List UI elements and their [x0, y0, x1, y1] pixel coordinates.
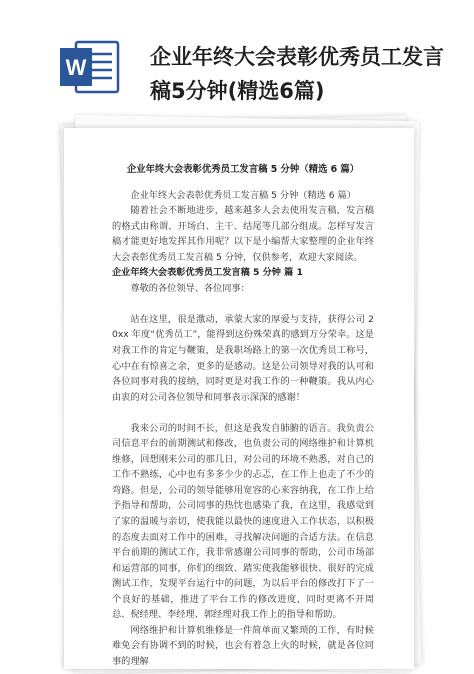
body-paragraph-1: 站在这里，很是激动，承蒙大家的厚爱与支持，获得公司 20xx 年度“优秀员工”，能得到这份殊荣真的感到万分荣幸。这是对我工作的肯定与鞭策，是我职场路上的第一次优秀员工称号，心中在有惊喜之余，更多的是感动。这是公司领导对我的认可和各位同事对我的接纳，同时更是对我工作的一种鞭策。我从内心由衷的对公司各位领导和同事表示深深的感谢！ [112, 313, 374, 403]
word-document-icon [60, 40, 120, 94]
document-title: 企业年终大会表彰优秀员工发言稿 5 分钟（精选 6 篇） [126, 164, 360, 175]
blank-line [112, 405, 374, 421]
intro-paragraph: 随着社会不断地进步，越来越多人会去使用发言稿，发言稿的格式由称谓、开场白、主干、结尾等几部分组成。怎样写发言稿才能更好地发挥其作用呢？以下是小编帮大家整理的企业年终大会表彰优秀员工发言稿 5 分钟，仅供参考，欢迎大家阅读。 [112, 205, 374, 263]
body-paragraph-2: 我来公司的时间不长，但这是我发自肺腑的语言。我负责公司信息平台的前期测试和修改，也负责公司的网络维护和计算机维修，回想刚来公司的那几日，对公司的环境不熟悉，对自己的工作不熟练，心中也有多多少少的忐忑，在工作上也走了不少的弯路。但是，公司的领导能够用宽容的心来容纳我，在工作上给予指导和帮助，公司同事的热忱也感染了我，在这里，我感觉到了家的温暖与亲切，使我能以最快的速度进入工作状态，以积极的态度去面对工作中的困难，寻找解决问题的合适方法。在信息平台前期的测试工作，我非常感谢公司同事的帮助，公司市场部和运营部的同事，你们的细致、踏实使我能够很快、很好的完成测试工作，发现平台运行中的问题，为以后平台的修改打下了一个良好的基础，推进了平台工作的修改进度，同时更离不开周总、倪经理、李经理、郭经理对我工作上的指导和帮助。 [112, 422, 374, 621]
document-banner [0, 0, 474, 130]
section-heading: 企业年终大会表彰优秀员工发言稿 5 分钟 篇 1 [112, 267, 303, 279]
intro-lead: 企业年终大会表彰优秀员工发言稿 5 分钟（精选 6 篇） [130, 189, 356, 201]
body-paragraph-3: 网络维护和计算机维修是一件简单而又繁琐的工作，有时候难免会有协调不到的时候，也会有着急上火的时候，就是各位同事的理解 [112, 624, 374, 667]
word-icon-letter: W [65, 55, 87, 80]
salutation: 尊敬的各位领导、各位同事： [130, 282, 250, 294]
document-body [112, 162, 374, 669]
blank-line [112, 296, 374, 312]
banner-title: 企业年终大会表彰优秀员工发言稿5分钟(精选6篇) [150, 45, 444, 103]
document-page [64, 128, 414, 669]
